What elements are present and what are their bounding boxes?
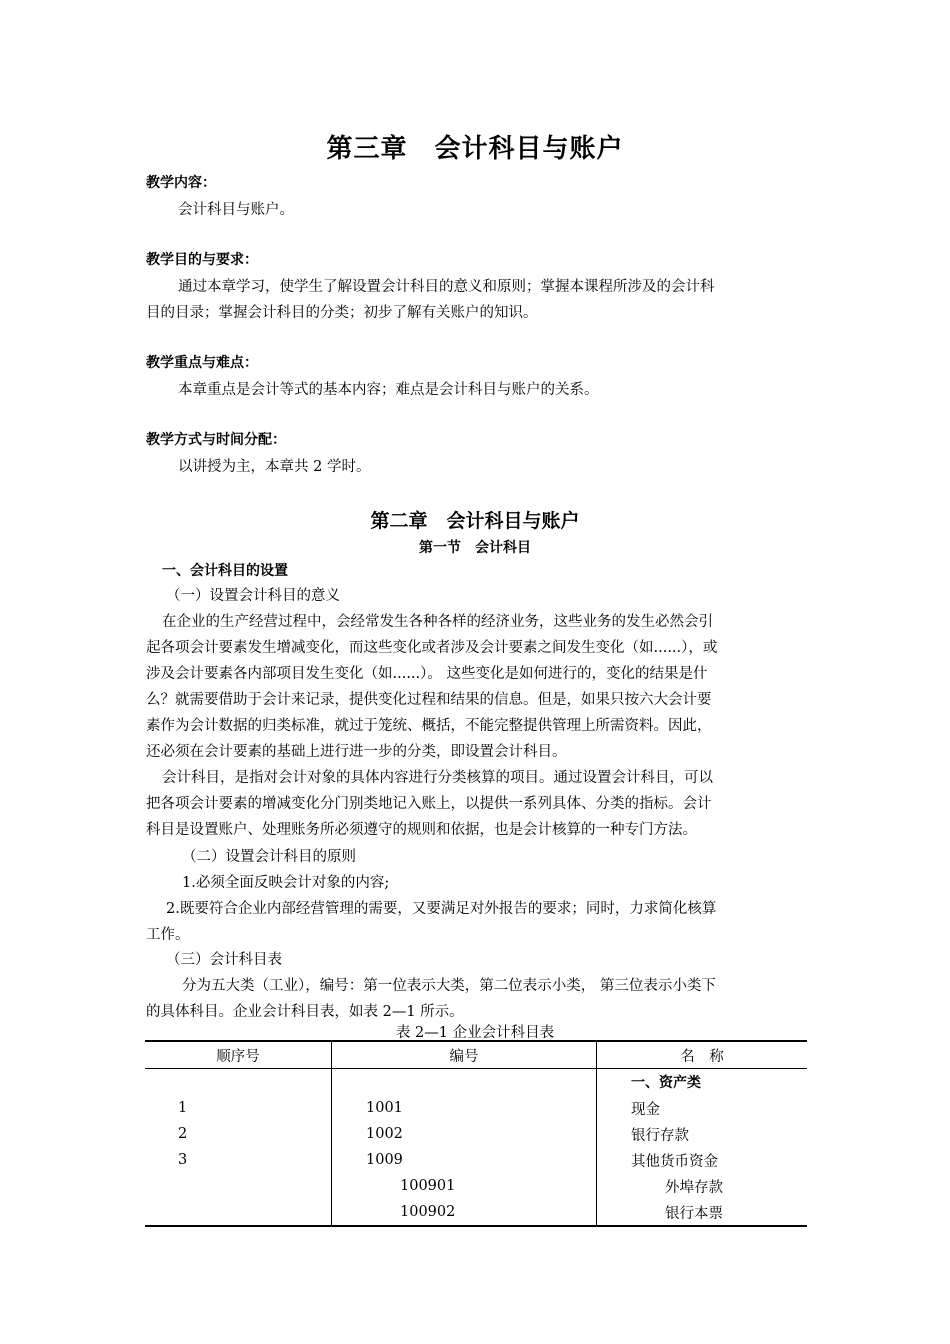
document-title: 第三章 会计科目与账户 (326, 134, 624, 164)
cell-code: 100901 (332, 1173, 597, 1199)
paragraph-line: 的具体科目。企业会计科目表，如表 2—1 所示。 (146, 1004, 464, 1020)
chapter-title: 第二章 会计科目与账户 (370, 510, 580, 532)
table-row (145, 1121, 807, 1147)
cell-code: 1001 (332, 1095, 597, 1121)
paragraph-line: 把各项会计要素的增减变化分门别类地记入账上，以提供一系列具体、分类的指标。会计 (146, 796, 712, 812)
teaching-goals-line: 目的目录；掌握会计科目的分类；初步了解有关账户的知识。 (146, 305, 538, 321)
teaching-key-heading: 教学重点与难点： (146, 355, 258, 371)
header-code: 编号 (332, 1041, 597, 1069)
paragraph-line: 么？就需要借助于会计来记录，提供变化过程和结果的信息。但是，如果只按六大会计要 (146, 692, 712, 708)
table-header-row (145, 1041, 807, 1069)
header-name: 名 称 (597, 1041, 808, 1069)
cell-code (332, 1069, 597, 1096)
cell-name: 银行存款 (631, 1127, 689, 1144)
table-caption: 表 2—1 企业会计科目表 (395, 1025, 555, 1041)
subsection-heading: （一）设置会计科目的意义 (166, 588, 340, 604)
paragraph-line: 涉及会计要素各内部项目发生变化（如......）。 这些变化是如何进行的，变化的结果是什 (146, 666, 708, 682)
header-seq: 顺序号 (145, 1041, 332, 1069)
cell-seq (145, 1069, 332, 1096)
paragraph-line: 会计科目，是指对会计对象的具体内容进行分类核算的项目。通过设置会计科目，可以 (162, 770, 713, 786)
cell-name: 外埠存款 (665, 1179, 723, 1196)
part-heading: 一、会计科目的设置 (162, 563, 288, 579)
subsection-heading: （二）设置会计科目的原则 (182, 849, 356, 865)
teaching-goals-heading: 教学目的与要求： (146, 252, 258, 268)
paragraph-line: 起各项会计要素发生增减变化，而这些变化或者涉及会计要素之间发生变化（如......），或 (146, 640, 718, 656)
paragraph-line: 分为五大类（工业），编号：第一位表示大类，第二位表示小类， 第三位表示小类下 (182, 978, 716, 994)
teaching-key-text: 本章重点是会计等式的基本内容；难点是会计科目与账户的关系。 (178, 382, 599, 398)
table-row (145, 1173, 807, 1199)
account-table (145, 1040, 807, 1227)
teaching-goals-line: 通过本章学习，使学生了解设置会计科目的意义和原则；掌握本课程所涉及的会计科 (178, 279, 715, 295)
cell-code: 100902 (332, 1199, 597, 1226)
table-row (145, 1199, 807, 1226)
cell-seq: 2 (145, 1121, 332, 1147)
rule-item: 2.既要符合企业内部经营管理的需要，又要满足对外报告的要求；同时，力求简化核算 (166, 901, 717, 917)
table-row (145, 1069, 807, 1096)
paragraph-line: 素作为会计数据的归类标准，就过于笼统、概括，不能完整提供管理上所需资料。因此， (146, 718, 712, 734)
table-row (145, 1095, 807, 1121)
teaching-content-heading: 教学内容： (146, 175, 216, 191)
cell-seq: 3 (145, 1147, 332, 1173)
cell-name: 银行本票 (597, 1199, 808, 1226)
rule-item: 工作。 (146, 927, 190, 943)
cell-seq (145, 1199, 332, 1226)
subsection-heading: （三）会计科目表 (166, 952, 282, 968)
rule-item: 1.必须全面反映会计对象的内容; (182, 875, 390, 891)
cell-name: 其他货币资金 (631, 1153, 718, 1170)
paragraph-line: 在企业的生产经营过程中，会经常发生各种各样的经济业务，这些业务的发生必然会引 (162, 614, 713, 630)
section-title: 第一节 会计科目 (419, 540, 531, 556)
cell-name: 一、资产类 (631, 1075, 701, 1091)
cell-code: 1009 (332, 1147, 597, 1173)
cell-seq: 1 (145, 1095, 332, 1121)
teaching-method-heading: 教学方式与时间分配： (146, 432, 286, 448)
teaching-method-text: 以讲授为主，本章共 2 学时。 (178, 459, 371, 475)
table-row (145, 1147, 807, 1173)
paragraph-line: 科目是设置账户、处理账务所必须遵守的规则和依据，也是会计核算的一种专门方法。 (146, 822, 697, 838)
cell-seq (145, 1173, 332, 1199)
cell-code: 1002 (332, 1121, 597, 1147)
teaching-content-text: 会计科目与账户。 (178, 202, 294, 218)
paragraph-line: 还必须在会计要素的基础上进行进一步的分类，即设置会计科目。 (146, 744, 567, 760)
cell-name: 现金 (631, 1101, 660, 1118)
